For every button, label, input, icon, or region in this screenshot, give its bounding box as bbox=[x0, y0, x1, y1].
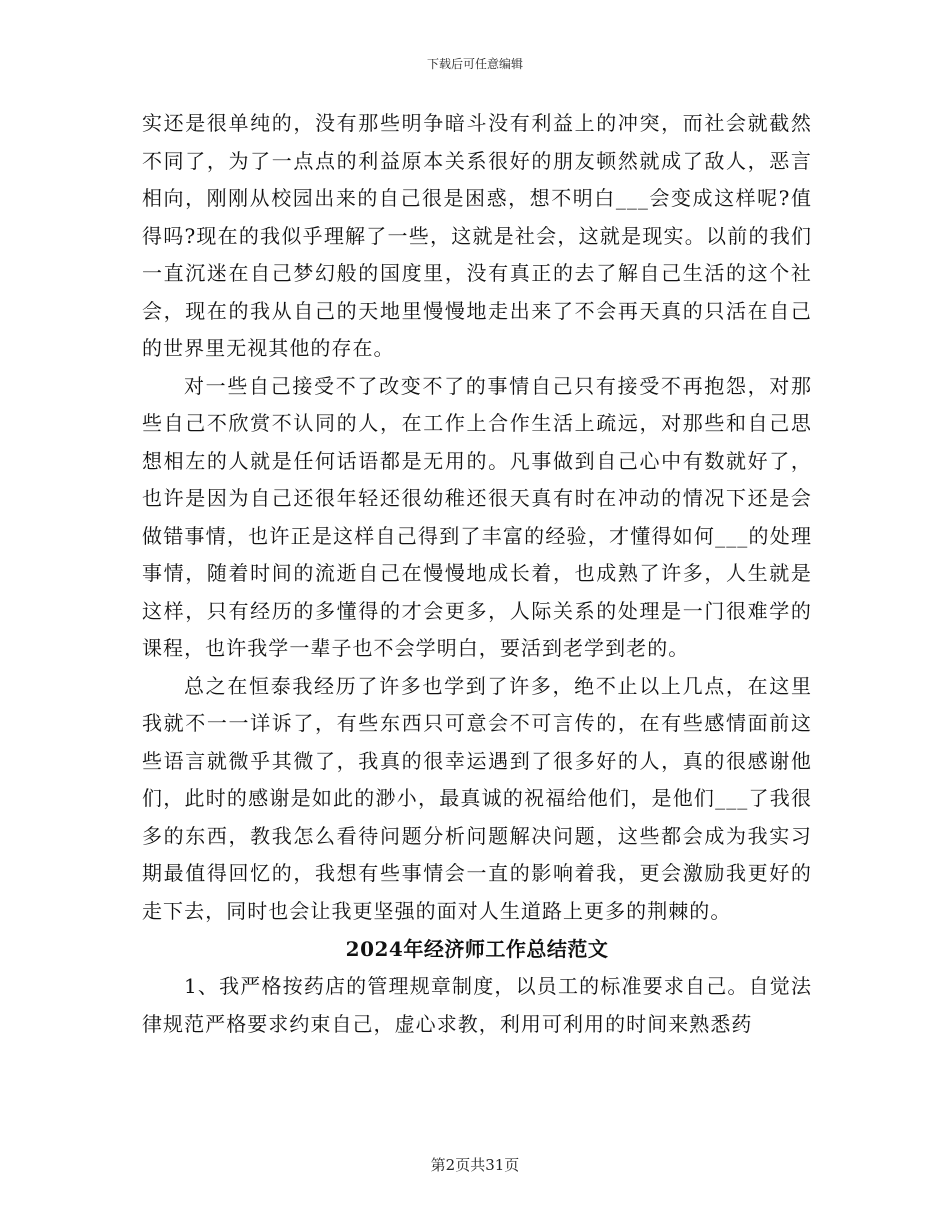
paragraph-1: 实还是很单纯的，没有那些明争暗斗没有利益上的冲突，而社会就截然不同了，为了一点点的利益原本关系很好的朋友顿然就成了敌人，恶言相向，刚刚从校园出来的自己很是困惑，想不明白___会变成这样呢?值得吗?现在的我似乎理解了一些，这就是社会，这就是现实。以前的我们一直沉迷在自己梦幻般的国度里，没有真正的去了解自己生活的这个社会，现在的我从自己的天地里慢慢地走出来了不会再天真的只活在自己的世界里无视其他的存在。 bbox=[142, 111, 812, 360]
paragraph-4: 1、我严格按药店的管理规章制度，以员工的标准要求自己。自觉法律规范严格要求约束自己，虚心求教，利用可利用的时间来熟悉药 bbox=[142, 974, 812, 1036]
section-title: 2024年经济师工作总结范文 bbox=[345, 937, 609, 961]
paragraph-2: 对一些自己接受不了改变不了的事情自己只有接受不再抱怨，对那些自己不欣赏不认同的人，在工作上合作生活上疏远，对那些和自己思想相左的人就是任何话语都是无用的。凡事做到自己心中有数就好了，也许是因为自己还很年轻还很幼稚还很天真有时在冲动的情况下还是会做错事情，也许正是这样自己得到了丰富的经验，才懂得如何___的处理事情，随着时间的流逝自己在慢慢地成长着，也成熟了许多，人生就是这样，只有经历的多懂得的才会更多，人际关系的处理是一门很难学的课程，也许我学一辈子也不会学明白，要活到老学到老的。 bbox=[142, 373, 812, 660]
document-body bbox=[142, 105, 812, 1043]
page-number: 第2页共31页 bbox=[430, 1156, 520, 1174]
page-header: 下载后可任意编辑 bbox=[426, 57, 523, 71]
paragraph-3: 总之在恒泰我经历了许多也学到了许多，绝不止以上几点，在这里我就不一一详诉了，有些东西只可意会不可言传的，在有些感情面前这些语言就微乎其微了，我真的很幸运遇到了很多好的人，真的很感谢他们，此时的感谢是如此的渺小，最真诚的祝福给他们，是他们___了我很多的东西，教我怎么看待问题分析问题解决问题，这些都会成为我实习期最值得回忆的，我想有些事情会一直的影响着我，更会激励我更好的走下去，同时也会让我更坚强的面对人生道路上更多的荆棘的。 bbox=[142, 673, 812, 923]
